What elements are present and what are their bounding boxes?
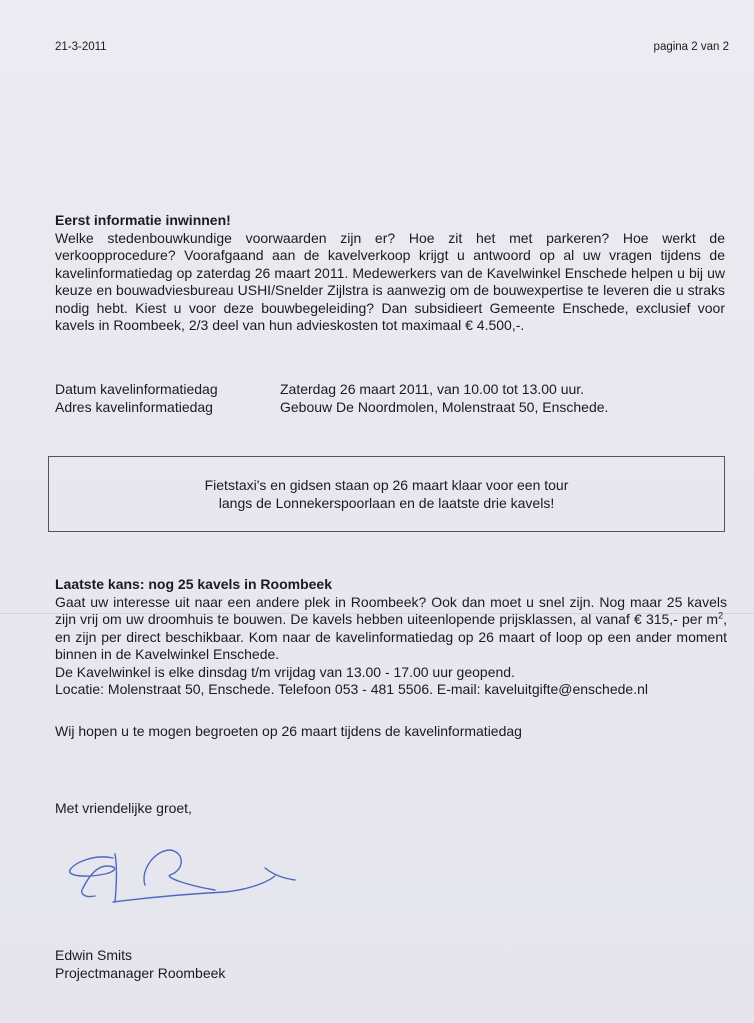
callout-line: Fietstaxi's en gidsen staan op 26 maart klaar voor een tour bbox=[204, 477, 569, 493]
body-text: , en zijn per direct beschikbaar. Kom naar de kavelinformatiedag op 26 maart of loop op een ander moment binnen in de Kavelwinkel Enschede. bbox=[55, 611, 727, 662]
info-label: Adres kavelinformatiedag bbox=[55, 399, 213, 415]
signature-strokes bbox=[70, 850, 295, 902]
info-row-address bbox=[55, 399, 608, 417]
section-last-chance bbox=[55, 576, 727, 699]
signatory-name: Edwin Smits bbox=[55, 947, 133, 963]
section-information bbox=[55, 212, 725, 335]
info-value: Gebouw De Noordmolen, Molenstraat 50, Enschede. bbox=[280, 399, 609, 415]
info-row-date bbox=[55, 381, 584, 399]
signatory-title: Projectmanager Roombeek bbox=[55, 964, 226, 981]
info-label: Datum kavelinformatiedag bbox=[55, 381, 218, 397]
superscript: 2 bbox=[718, 610, 724, 621]
body-text: Gaat uw interesse uit naar een andere plek in Roombeek? Ook dan moet u snel zijn. Nog maar 25 kavels zijn vrij om uw droomhuis te bouwen. De kavels hebben uiteenlopende prijsklassen, al vanaf € 315,- per m bbox=[55, 593, 727, 627]
closing-sentence: Wij hopen u te mogen begroeten op 26 maart tijdens de kavelinformatiedag bbox=[55, 723, 522, 739]
section-heading: Laatste kans: nog 25 kavels in Roombeek bbox=[55, 576, 332, 592]
section-body bbox=[55, 594, 727, 664]
header-date: 21-3-2011 bbox=[55, 41, 107, 53]
info-value: Zaterdag 26 maart 2011, van 10.00 tot 13.00 uur. bbox=[280, 381, 585, 397]
signatory bbox=[55, 947, 225, 982]
opening-hours: De Kavelwinkel is elke dinsdag t/m vrijdag van 13.00 - 17.00 uur geopend. bbox=[55, 663, 515, 680]
section-heading: Eerst informatie inwinnen! bbox=[55, 212, 231, 228]
handwritten-signature bbox=[65, 840, 305, 910]
contact-line: Locatie: Molenstraat 50, Enschede. Telefoon 053 - 481 5506. E-mail: kaveluitgifte@enschede.nl bbox=[55, 681, 648, 697]
callout-line: langs de Lonnekerspoorlaan en de laatste drie kavels! bbox=[218, 495, 555, 511]
section-body: Welke stedenbouwkundige voorwaarden zijn er? Hoe zit het met parkeren? Hoe werkt de verkoopprocedure? Voorafgaand aan de kavelverkoop krijgt u antwoord op al uw vragen tijdens de kavelinformatiedag op zaterdag 26 maart 2011. Medewerkers van de Kavelwinkel Enschede helpen u bij uw keuze en bouwadviesbureau USHI/Snelder Zijlstra is aanwezig om de bouwexpertise te leveren die u straks nodig hebt. Kiest u voor deze bouwbegeleiding? Dan subsidieert Gemeente Enschede, exclusief voor kavels in Roombeek, 2/3 deel van hun advieskosten tot maximaal € 4.500,-. bbox=[55, 229, 725, 333]
greeting: Met vriendelijke groet, bbox=[55, 800, 192, 816]
callout-box bbox=[48, 456, 725, 532]
header-page-number: pagina 2 van 2 bbox=[653, 41, 729, 53]
